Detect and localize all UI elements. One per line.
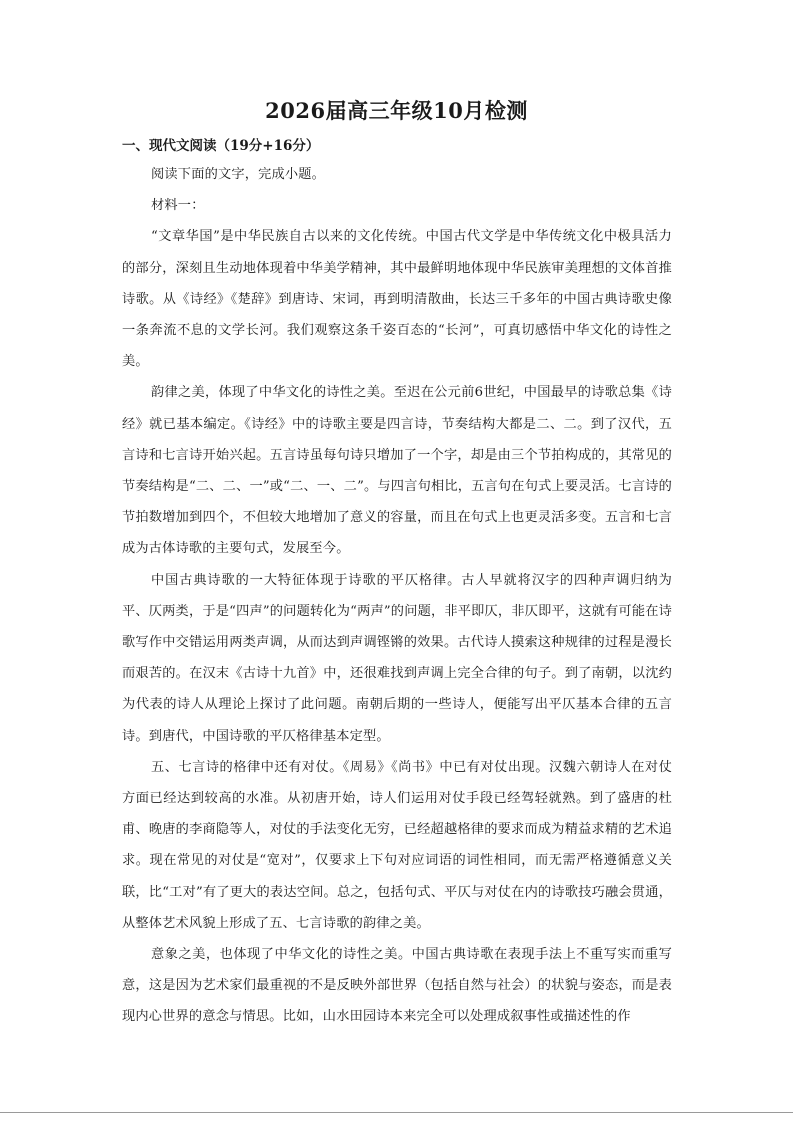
instruction-text: 阅读下面的文字，完成小题。 <box>151 167 326 182</box>
page-bottom-divider <box>0 1112 793 1113</box>
paragraph: 韵律之美，体现了中华文化的诗性之美。至迟在公元前6世纪，中国最早的诗歌总集《诗经》就已基本编定。《诗经》中的诗歌主要是四言诗，节奏结构大都是二、二。到了汉代，五言诗和七言诗开始兴起。五言诗虽每句诗只增加了一个字，却是由三个节拍构成的，其常见的节奏结构是“二、二、一”或“二、一、二”。与四言句相比，五言句在句式上要灵活。七言诗的节拍数增加到四个，不但较大地增加了意义的容量，而且在句式上也更灵活多变。五言和七言成为古体诗歌的主要句式，发展至今。 <box>122 385 672 557</box>
section-heading: 一、现代文阅读（19分+16分） <box>122 138 320 154</box>
material-label: 材料一： <box>151 198 205 214</box>
document-body <box>122 159 672 1033</box>
paragraph: 中国古典诗歌的一大特征体现于诗歌的平仄格律。古人早就将汉字的四种声调归纳为平、仄两类，于是“四声”的问题转化为“两声”的问题，非平即仄，非仄即平，这就有可能在诗歌写作中交错运用两类声调，从而达到声调铿锵的效果。古代诗人摸索这种规律的过程是漫长而艰苦的。在汉末《古诗十九首》中，还很难找到声调上完全合律的句子。到了南朝，以沈约为代表的诗人从理论上探讨了此问题。南朝后期的一些诗人，便能写出平仄基本合律的五言诗。到唐代，中国诗歌的平仄格律基本定型。 <box>122 572 672 744</box>
document-title: 2026届高三年级10月检测 <box>265 98 528 123</box>
paragraph: “文章华国”是中华民族自古以来的文化传统。中国古代文学是中华传统文化中极具活力的部分，深刻且生动地体现着中华美学精神，其中最鲜明地体现中华民族审美理想的文体首推诗歌。从《诗经》《楚辞》到唐诗、宋词，再到明清散曲，长达三千多年的中国古典诗歌史像一条奔流不息的文学长河。我们观察这条千姿百态的“长河”，可真切感悟中华文化的诗性之美。 <box>122 229 672 370</box>
paragraph: 五、七言诗的格律中还有对仗。《周易》《尚书》中已有对仗出现。汉魏六朝诗人在对仗方面已经达到较高的水准。从初唐开始，诗人们运用对仗手段已经驾轻就熟。到了盛唐的杜甫、晚唐的李商隐等人，对仗的手法变化无穷，已经超越格律的要求而成为精益求精的艺术追求。现在常见的对仗是“宽对”，仅要求上下句对应词语的词性相同，而无需严格遵循意义关联，比“工对”有了更大的表达空间。总之，包括句式、平仄与对仗在内的诗歌技巧融会贯通，从整体艺术风貌上形成了五、七言诗歌的韵律之美。 <box>122 759 672 931</box>
paragraph: 意象之美，也体现了中华文化的诗性之美。中国古典诗歌在表现手法上不重写实而重写意，这是因为艺术家们最重视的不是反映外部世界（包括自然与社会）的状貌与姿态，而是表现内心世界的意念与情思。比如，山水田园诗本来完全可以处理成叙事性或描述性的作 <box>122 947 672 1025</box>
